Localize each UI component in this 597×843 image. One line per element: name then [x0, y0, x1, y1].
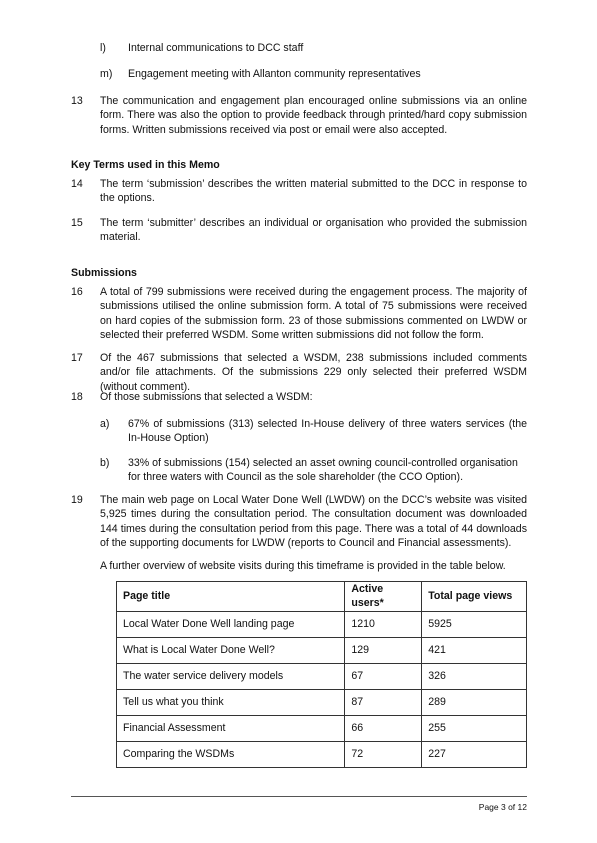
paragraph-number: 17 — [71, 352, 83, 364]
table-cell: Comparing the WSDMs — [117, 741, 345, 767]
table-cell: 326 — [422, 663, 527, 689]
paragraph-number: 18 — [71, 391, 83, 403]
list-marker-m: m) — [100, 68, 113, 80]
paragraph-number: 15 — [71, 217, 83, 229]
paragraph-18: Of those submissions that selected a WSDM: — [100, 391, 313, 403]
footer-divider — [71, 796, 527, 797]
column-header: Total page views — [422, 582, 527, 612]
table-cell: 289 — [422, 689, 527, 715]
paragraph-number: 13 — [71, 95, 83, 107]
table-cell: 67 — [345, 663, 422, 689]
list-marker-b: b) — [100, 457, 110, 469]
paragraph-17: Of the 467 submissions that selected a WSDM, 238 submissions included comments and/or file attachments. Of the submissions 229 only selected their preferred WSDM (without comment). — [100, 352, 527, 393]
list-item-text: Engagement meeting with Allanton community representatives — [128, 68, 421, 80]
paragraph-13: The communication and engagement plan encouraged online submissions via an online form. There was also the option to provide feedback through printed/hard copy submission forms. Written submissions received via post or email were also accepted. — [100, 95, 527, 136]
table-cell: Financial Assessment — [117, 715, 345, 741]
section-heading-submissions: Submissions — [71, 267, 137, 279]
list-marker-a: a) — [100, 418, 110, 430]
table-header-row — [117, 582, 527, 612]
paragraph-16: A total of 799 submissions were received during the engagement process. The majority of submissions utilised the online submission form. A total of 75 submissions were received on hard copies of the submission form. 23 of those submissions commented on LWDW or selected their preferred WSDM. Some written submissions did not follow the form. — [100, 286, 527, 342]
paragraph-18b: 33% of submissions (154) selected an asset owning council-controlled organisation for three waters with Council as the sole shareholder (the CCO Option). — [128, 457, 518, 484]
table-row — [117, 741, 527, 767]
table-row — [117, 611, 527, 637]
paragraph-number: 19 — [71, 494, 83, 506]
table-row — [117, 637, 527, 663]
website-visits-table — [116, 581, 527, 768]
table-cell: 421 — [422, 637, 527, 663]
section-heading-key-terms: Key Terms used in this Memo — [71, 159, 220, 171]
table-intro: A further overview of website visits during this timeframe is provided in the table below. — [100, 560, 506, 572]
list-item-text: Internal communications to DCC staff — [128, 42, 304, 54]
table-cell: What is Local Water Done Well? — [117, 637, 345, 663]
table-cell: Tell us what you think — [117, 689, 345, 715]
table-cell: 255 — [422, 715, 527, 741]
table-cell: 87 — [345, 689, 422, 715]
table-cell: The water service delivery models — [117, 663, 345, 689]
paragraph-number: 16 — [71, 286, 83, 298]
table-cell: 129 — [345, 637, 422, 663]
table-cell: 1210 — [345, 611, 422, 637]
paragraph-18a: 67% of submissions (313) selected In-House delivery of three waters services (the In-House Option) — [128, 418, 527, 445]
paragraph-15: The term ‘submitter’ describes an individual or organisation who provided the submission material. — [100, 217, 527, 244]
paragraph-14: The term ‘submission’ describes the written material submitted to the DCC in response to the options. — [100, 178, 527, 205]
table-cell: 66 — [345, 715, 422, 741]
column-header: Page title — [117, 582, 345, 612]
table-row — [117, 663, 527, 689]
list-marker-l: l) — [100, 42, 106, 54]
paragraph-number: 14 — [71, 178, 83, 190]
table-cell: 5925 — [422, 611, 527, 637]
table-cell: 72 — [345, 741, 422, 767]
table-cell: 227 — [422, 741, 527, 767]
column-header: Active users* — [345, 582, 422, 612]
table-cell: Local Water Done Well landing page — [117, 611, 345, 637]
table-row — [117, 689, 527, 715]
paragraph-19: The main web page on Local Water Done Well (LWDW) on the DCC’s website was visited 5,925 times during the consultation period. The consultation document was downloaded 144 times during the consultation period from this page. There was a total of 44 downloads of the supporting documents for LWDW (reports to Council and Financial assessments). — [100, 494, 527, 550]
table-row — [117, 715, 527, 741]
page-number: Page 3 of 12 — [478, 802, 527, 812]
